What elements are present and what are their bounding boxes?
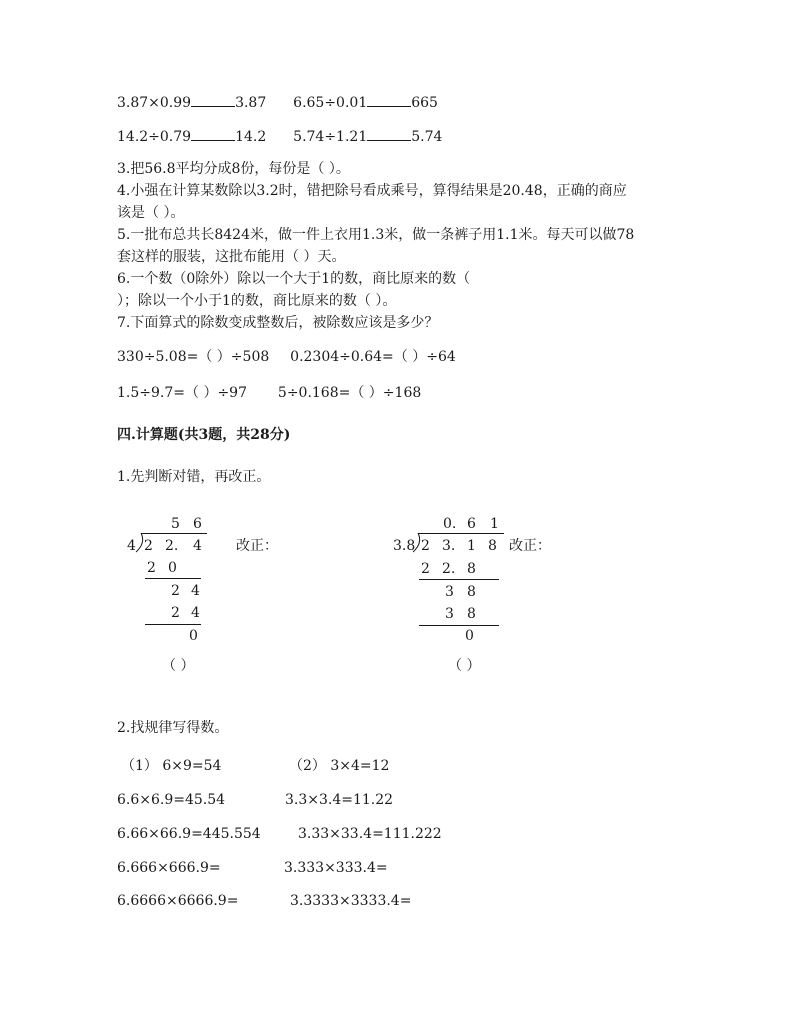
compare-expr: 5.74÷1.21 bbox=[293, 129, 368, 145]
step-digit: 2. bbox=[442, 561, 456, 577]
pattern-right: 3.33×33.4=111.222 bbox=[298, 826, 442, 842]
compare-expr: 3.87×0.99 bbox=[117, 95, 192, 111]
pattern-left: 6.6×6.9=45.54 bbox=[117, 792, 226, 808]
dividend-digit: 2. bbox=[165, 538, 179, 554]
step-digit: 3 bbox=[445, 584, 454, 600]
transform-expr: 5÷0.168=（ ）÷168 bbox=[277, 385, 422, 401]
step-digit: 8 bbox=[467, 561, 476, 577]
transform-row-2 bbox=[117, 383, 421, 403]
section-title: 四.计算题(共3题，共28分) bbox=[117, 427, 291, 443]
compare-value: 665 bbox=[411, 95, 438, 111]
division-bar bbox=[418, 533, 504, 534]
pattern-header-1: （1） 6×9=54 bbox=[121, 758, 222, 774]
transform-expr: 1.5÷9.7=（ ）÷97 bbox=[117, 385, 247, 401]
quotient-digit: 6 bbox=[193, 516, 202, 532]
compare-row-1 bbox=[117, 93, 438, 113]
compare-value: 14.2 bbox=[235, 129, 267, 145]
division-rule bbox=[145, 624, 201, 625]
step-digit: 2 bbox=[421, 561, 430, 577]
question-5-line-1: 5.一批布总共长8424米，做一件上衣用1.3米，做一条裤子用1.1米。每天可以做78 bbox=[117, 227, 635, 243]
pattern-right: 3.333×333.4= bbox=[284, 860, 388, 876]
compare-expr: 6.65÷0.01 bbox=[293, 95, 368, 111]
division-rule bbox=[419, 579, 499, 580]
pattern-left: 6.666×666.9= bbox=[117, 860, 221, 876]
step-digit: 4 bbox=[191, 583, 200, 599]
dividend-digit: 2 bbox=[144, 538, 153, 554]
compare-expr: 14.2÷0.79 bbox=[117, 129, 192, 145]
transform-expr: 330÷5.08=（ ）÷508 bbox=[117, 349, 270, 365]
question-4-line-2: 该是（ ）。 bbox=[117, 205, 185, 221]
answer-blank[interactable] bbox=[367, 93, 411, 107]
answer-blank[interactable] bbox=[191, 93, 235, 107]
fix-label: 改正： bbox=[509, 538, 551, 554]
dividend-digit: 4 bbox=[193, 538, 202, 554]
pattern-right: 3.3×3.4=11.22 bbox=[285, 792, 394, 808]
division-rule bbox=[419, 625, 499, 626]
question-6-line-1: 6.一个数（0除外）除以一个大于1的数，商比原来的数（ bbox=[117, 271, 471, 287]
step-digit: 2 bbox=[171, 583, 180, 599]
quotient-digit: 6 bbox=[467, 516, 476, 532]
quotient-digit: 1 bbox=[490, 516, 499, 532]
step-digit: 0 bbox=[168, 560, 177, 576]
compare-value: 3.87 bbox=[235, 95, 267, 111]
question-2-title: 2.找规律写得数。 bbox=[117, 720, 229, 736]
step-digit: 3 bbox=[445, 606, 454, 622]
transform-expr: 0.2304÷0.64=（ ）÷64 bbox=[290, 349, 456, 365]
dividend-digit: 2 bbox=[421, 538, 430, 554]
step-digit: 2 bbox=[147, 560, 156, 576]
answer-blank[interactable] bbox=[191, 127, 235, 141]
compare-value: 5.74 bbox=[411, 129, 443, 145]
division-bar bbox=[141, 533, 207, 534]
remainder: 0 bbox=[465, 628, 474, 644]
division-rule bbox=[145, 578, 201, 579]
step-digit: 4 bbox=[191, 605, 200, 621]
question-5-line-2: 套这样的服装，这批布能用（ ）天。 bbox=[117, 249, 346, 265]
compare-row-2 bbox=[117, 127, 442, 147]
quotient-digit: 5 bbox=[171, 516, 180, 532]
step-digit: 8 bbox=[467, 606, 476, 622]
dividend-digit: 3. bbox=[442, 538, 456, 554]
dividend-digit: 8 bbox=[488, 538, 497, 554]
question-4-line-1: 4.小强在计算某数除以3.2时，错把除号看成乘号，算得结果是20.48，正确的商应 bbox=[117, 183, 627, 199]
divisor: 3.8 bbox=[393, 538, 416, 554]
pattern-left: 6.66×66.9=445.554 bbox=[117, 826, 261, 842]
pattern-header-2: （2） 3×4=12 bbox=[289, 758, 390, 774]
divisor: 4 bbox=[127, 538, 136, 554]
judge-blank[interactable]: （ ） bbox=[448, 658, 481, 674]
question-3: 3.把56.8平均分成8份，每份是（ ）。 bbox=[117, 161, 350, 177]
step-digit: 2 bbox=[171, 605, 180, 621]
judge-blank[interactable]: （ ） bbox=[162, 658, 195, 674]
quotient-digit: 0. bbox=[443, 516, 457, 532]
fix-label: 改正： bbox=[236, 538, 278, 554]
question-6-line-2: ）；除以一个小于1的数，商比原来的数（ ）。 bbox=[117, 293, 397, 309]
pattern-left: 6.6666×6666.9= bbox=[117, 893, 239, 909]
step-digit: 8 bbox=[467, 584, 476, 600]
dividend-digit: 1 bbox=[467, 538, 476, 554]
answer-blank[interactable] bbox=[367, 127, 411, 141]
pattern-right: 3.3333×3333.4= bbox=[290, 893, 412, 909]
question-1-title: 1.先判断对错，再改正。 bbox=[117, 469, 271, 485]
remainder: 0 bbox=[189, 628, 198, 644]
question-7: 7.下面算式的除数变成整数后，被除数应该是多少？ bbox=[117, 315, 439, 331]
transform-row-1 bbox=[117, 347, 456, 367]
